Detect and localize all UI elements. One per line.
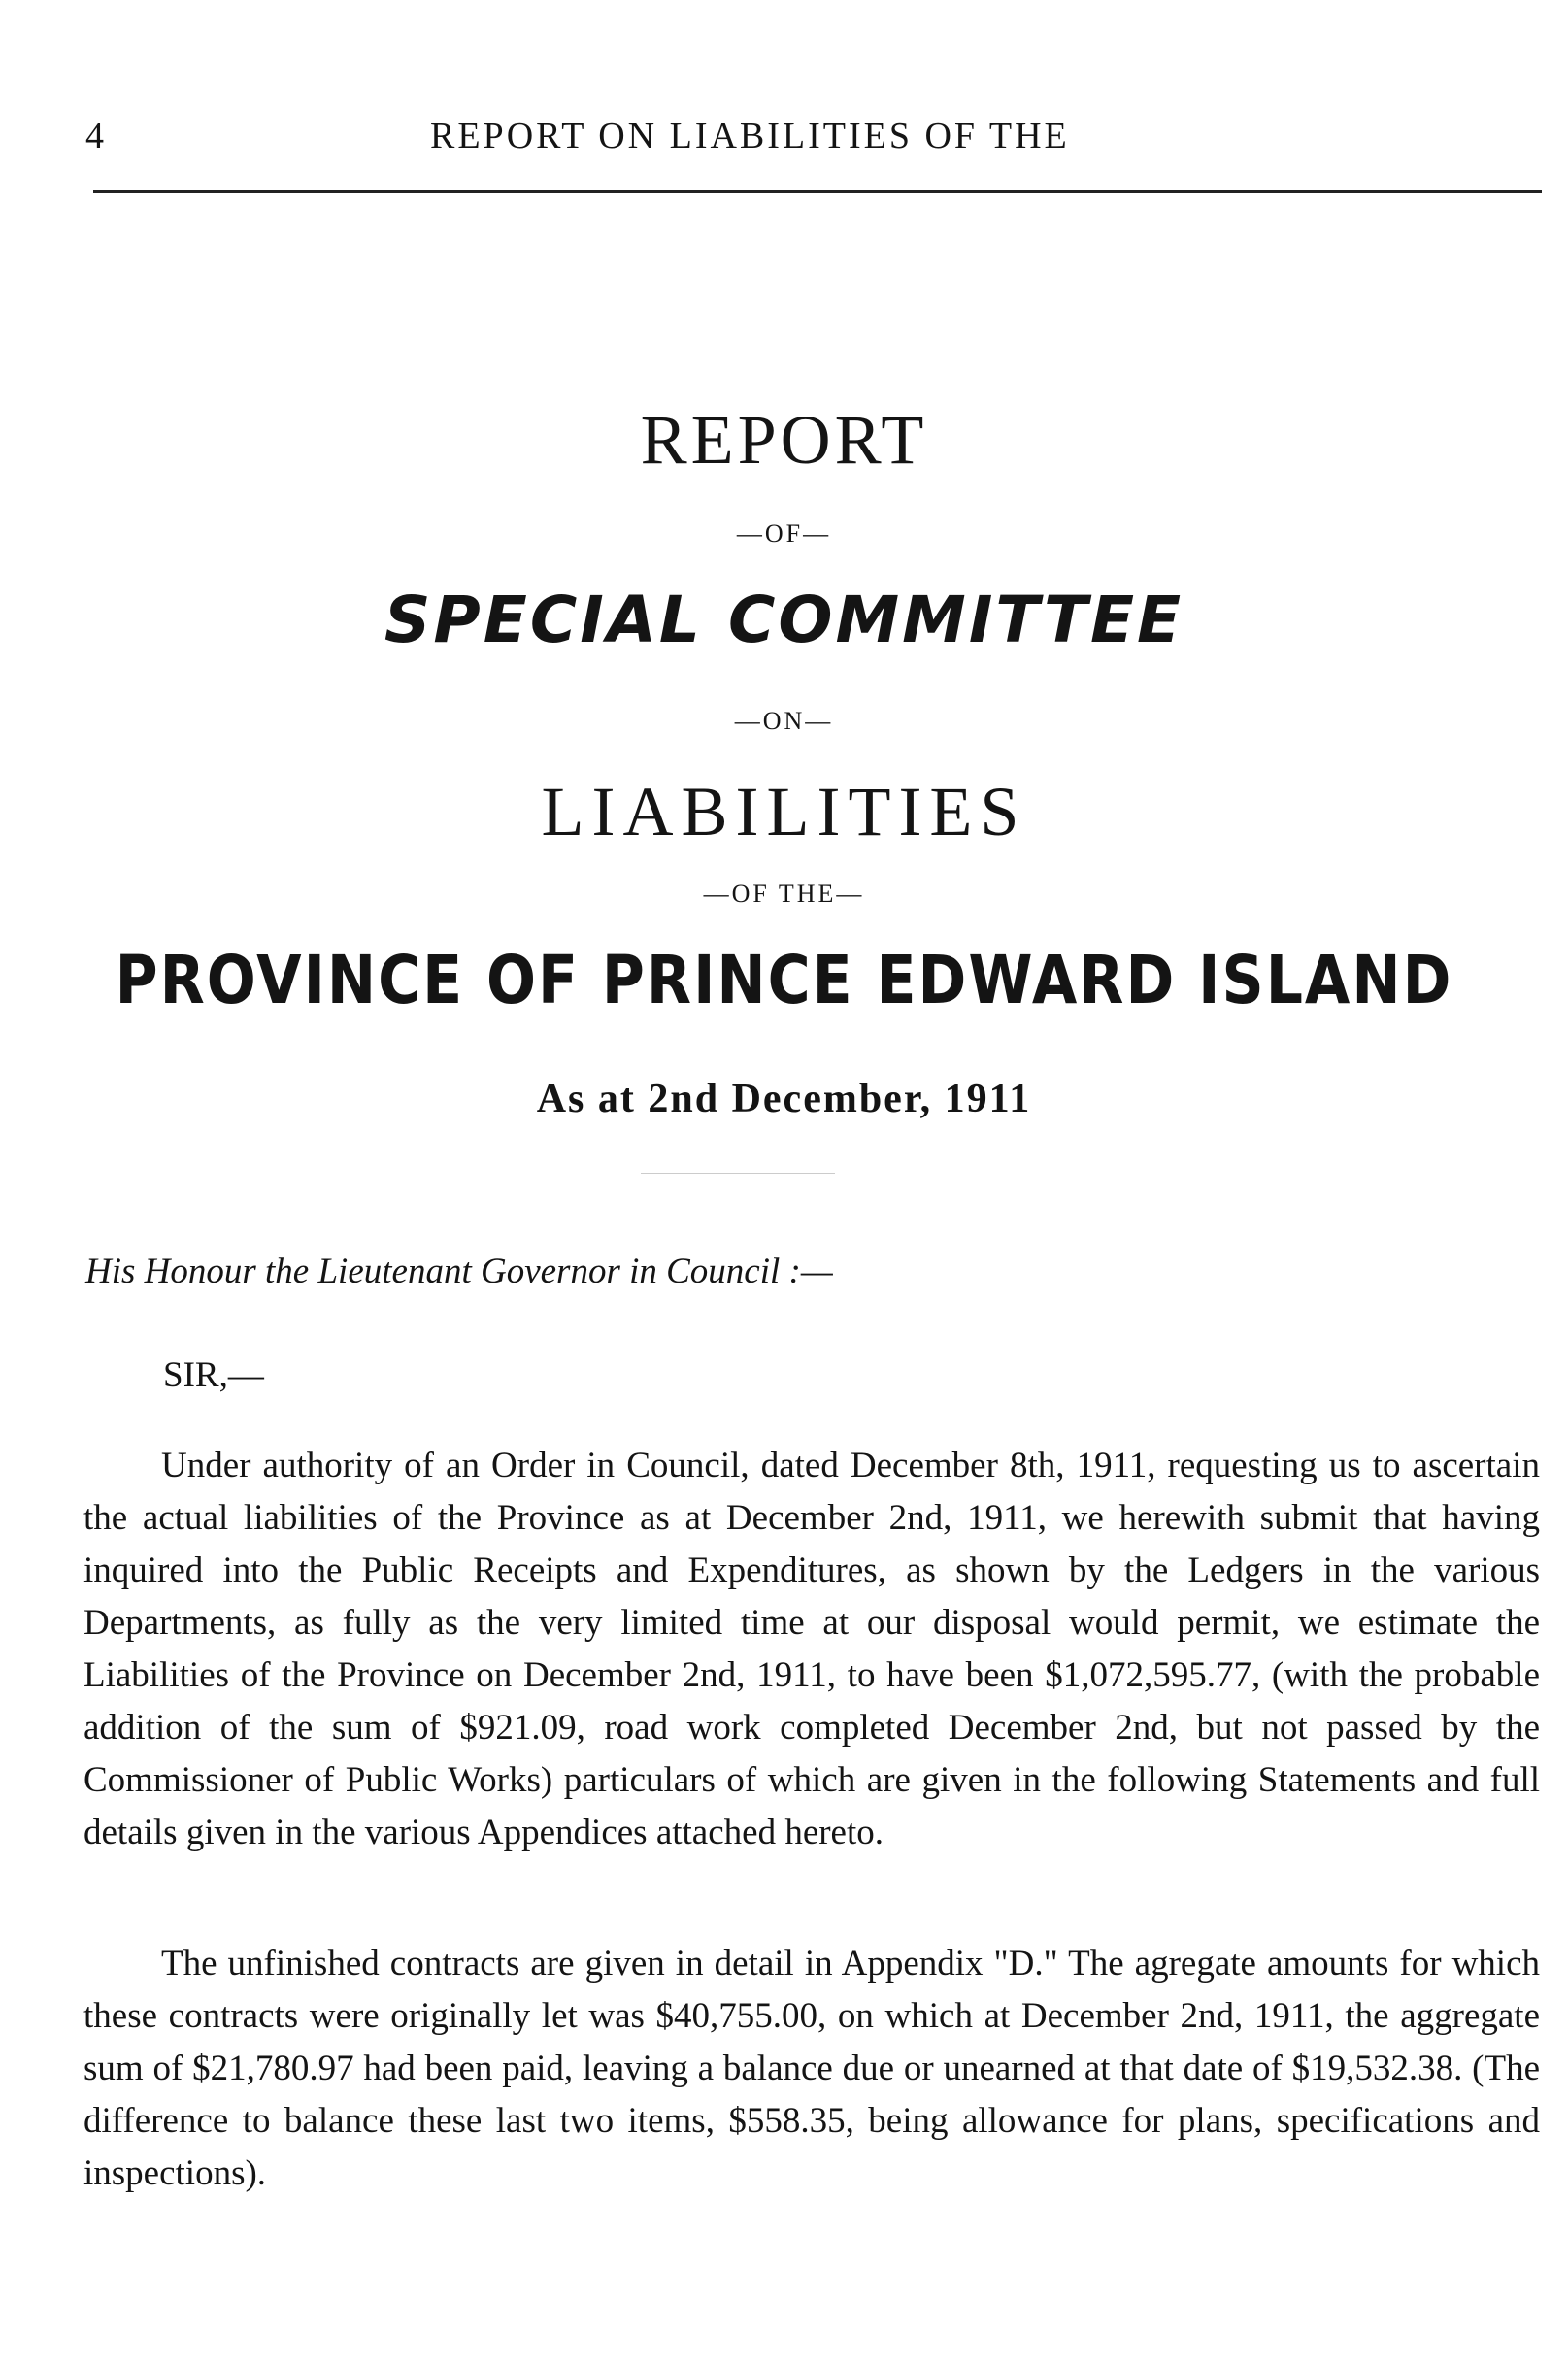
title-of-the: —OF THE— xyxy=(703,880,865,908)
salutation: His Honour the Lieutenant Governor in Council :— xyxy=(85,1251,833,1291)
page-number: 4 xyxy=(85,116,104,156)
title-province: PROVINCE OF PRINCE EDWARD ISLAND xyxy=(115,941,1453,1020)
title-special-committee: SPECIAL COMMITTEE xyxy=(384,583,1184,657)
title-report: REPORT xyxy=(640,401,928,479)
title-date: As at 2nd December, 1911 xyxy=(536,1077,1032,1121)
paragraph-2: The unfinished contracts are given in detail in Appendix "D." The agregate amounts for which these contracts were originally let was $40,755.00, on which at December 2nd, 1911, the aggregate sum of $21,780.97 had been paid, leaving a balance due or unearned at that date of $19,532.38. (The difference to balance these last two items, $558.35, being allowance for plans, specifications and inspections). xyxy=(83,1944,1540,2193)
header-rule xyxy=(93,190,1542,193)
paragraph-1: Under authority of an Order in Council, dated December 8th, 1911, requesting us to ascertain the actual liabilities of the Province as at December 2nd, 1911, we herewith submit that having inquired into the Public Receipts and Expenditures, as shown by the Ledgers in the various Departments, as fully as the very limited time at our disposal would permit, we estimate the Liabilities of the Province on December 2nd, 1911, to have been $1,072,595.77, (with the probable addition of the sum of $921.09, road work completed December 2nd, but not passed by the Commissioner of Public Works) particulars of which are given in the following Statements and full details given in the various Appendices attached hereto. xyxy=(83,1446,1540,1852)
greeting: SIR,— xyxy=(163,1355,264,1395)
title-of: —OF— xyxy=(736,519,832,548)
running-head xyxy=(85,115,1542,163)
title-liabilities: LIABILITIES xyxy=(541,773,1027,850)
title-on: —ON— xyxy=(734,707,834,735)
running-title: REPORT ON LIABILITIES OF THE xyxy=(430,116,1070,156)
divider xyxy=(641,1173,835,1174)
